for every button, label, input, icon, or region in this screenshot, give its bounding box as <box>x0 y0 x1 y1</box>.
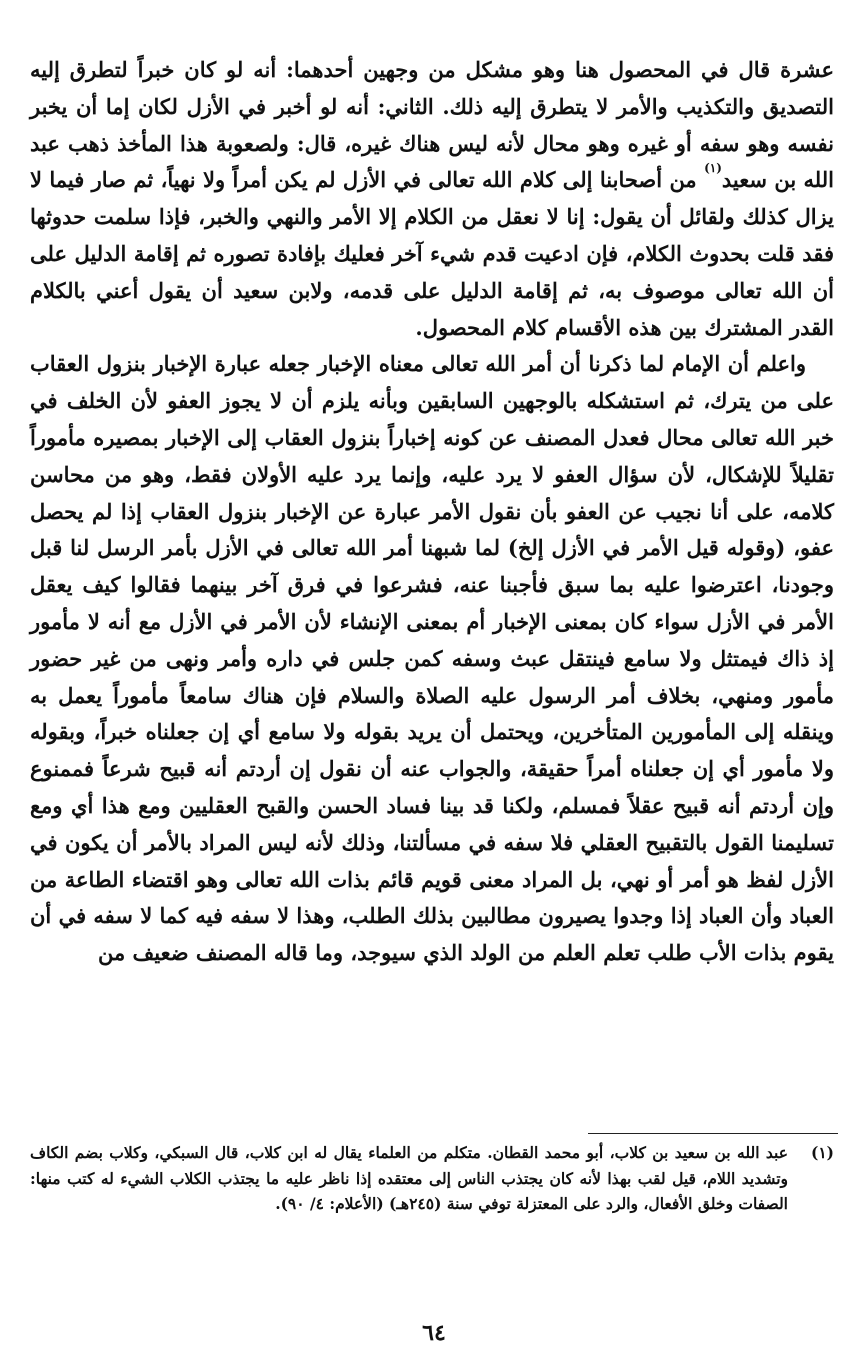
main-text <box>30 52 834 972</box>
paragraph-1 <box>30 52 834 346</box>
footnote <box>30 1140 834 1217</box>
page-number: ٦٤ <box>422 1320 446 1346</box>
paragraph-1-text: عشرة قال في المحصول هنا وهو مشكل من وجهين أحدهما: أنه لو كان خبراً لتطرق إليه التصديق والتكذيب والأمر لا يتطرق إليه ذلك. الثاني: أنه لو أخبر في الأزل لكان إما أن يخبر نفسه وهو سفه أو غيره وهو محال لأنه ليس هناك غيره، قال: ولصعوبة هذا المأخذ ذهب عبد الله بن سعيد <box>30 57 834 193</box>
footnote-separator <box>588 1133 838 1134</box>
page-body <box>30 52 834 972</box>
paragraph-2: واعلم أن الإمام لما ذكرنا أن أمر الله تعالى معناه الإخبار جعله عبارة الإخبار بنزول العقاب على من يترك، ثم استشكله بالوجهين السابقين وبأنه يلزم أن لا يجوز العفو لأن الخلف في خبر الله تعالى محال فعدل المصنف عن كونه إخباراً بنزول العقاب إلى الإخبار بمصيره مأموراً تقليلاً للإشكال، لأن سؤال العفو لا يرد عليه، وإنما يرد عليه الأولان فقط، وهو من محاسن كلامه، على أنا نجيب عن العفو بأن نقول الأمر عبارة عن الإخبار بنزول العقاب إذا لم يحصل عفو، (وقوله قيل الأمر في الأزل إلخ) لما شبهنا أمر الله تعالى في الأزل بأمر الرسل لنا قبل وجودنا، اعترضوا عليه بما سبق فأجبنا عنه، فشرعوا في فرق آخر بينهما فقالوا كيف يعقل الأمر في الأزل سواء كان بمعنى الإخبار أم بمعنى الإنشاء لأن الأمر في الأزل مع أنه لا مأمور إذ ذاك فيمتثل ولا سامع فينتقل عبث وسفه كمن جلس في داره وأمر ونهى من غير حضور مأمور ومنهي، بخلاف أمر الرسول عليه الصلاة والسلام فإن هناك سامعاً مأموراً يعمل به وينقله إلى المأمورين المتأخرين، ويحتمل أن يريد بقوله ولا سامع أي إن جعلناه خبراً، وبقوله ولا مأمور أي إن جعلناه أمراً حقيقة، والجواب عنه أن نقول إن أردتم أنه قبيح شرعاً فممنوع وإن أردتم أنه قبيح عقلاً فمسلم، ولكنا قد بينا فساد الحسن والقبح العقليين ومع هذا أي ومع تسليمنا القول بالتقبيح العقلي فلا سفه في مسألتنا، وذلك لأنه ليس المراد بالأمر أن يكون في الأزل لفظ هو أمر أو نهي، بل المراد معنى قويم قائم بذات الله تعالى وهو اقتضاء الطاعة من العباد وأن العباد إذا وجدوا يصيرون مطالبين بذلك الطلب، وهذا لا سفه فيه كما لا سفه في أن يقوم بذات الأب طلب تعلم العلم من الولد الذي سيوجد، وما قاله المصنف ضعيف من <box>30 351 834 966</box>
footnotes-section <box>30 1140 834 1217</box>
paragraph-1-continuation: من أصحابنا إلى كلام الله تعالى في الأزل لم يكن أمراً ولا نهياً، ثم صار فيما لا يزال كذلك ولقائل أن يقول: إنا لا نعقل من الكلام إلا الأمر والنهي والخبر، فإذا سلمت حدوثها فقد قلت بحدوث الكلام، فإن ادعيت قدم شيء آخر فعليك بإفادة تصوره ثم إقامة الدليل على أن الله تعالى موصوف به، ثم إقامة الدليل على قدمه، ولابن سعيد أن يقول أعني بالكلام القدر المشترك بين هذه الأقسام كلام المحصول. <box>30 167 834 340</box>
footnote-reference: (١) <box>704 161 722 176</box>
footnote-text: عبد الله بن سعيد بن كلاب، أبو محمد القطان. متكلم من العلماء يقال له ابن كلاب، قال السبكي، وكلاب بضم الكاف وتشديد اللام، قيل لقب بهذا لأنه كان يجتذب الناس إلى معتقده إذا ناظر عليه ما يجتذب الكلاب الشيء له كتب منها: الصفات وخلق الأفعال، والرد على المعتزلة توفي سنة (٢٤٥هـ) (الأعلام: ٤/ ٩٠). <box>30 1143 788 1213</box>
footnote-number: (١) <box>810 1143 834 1162</box>
